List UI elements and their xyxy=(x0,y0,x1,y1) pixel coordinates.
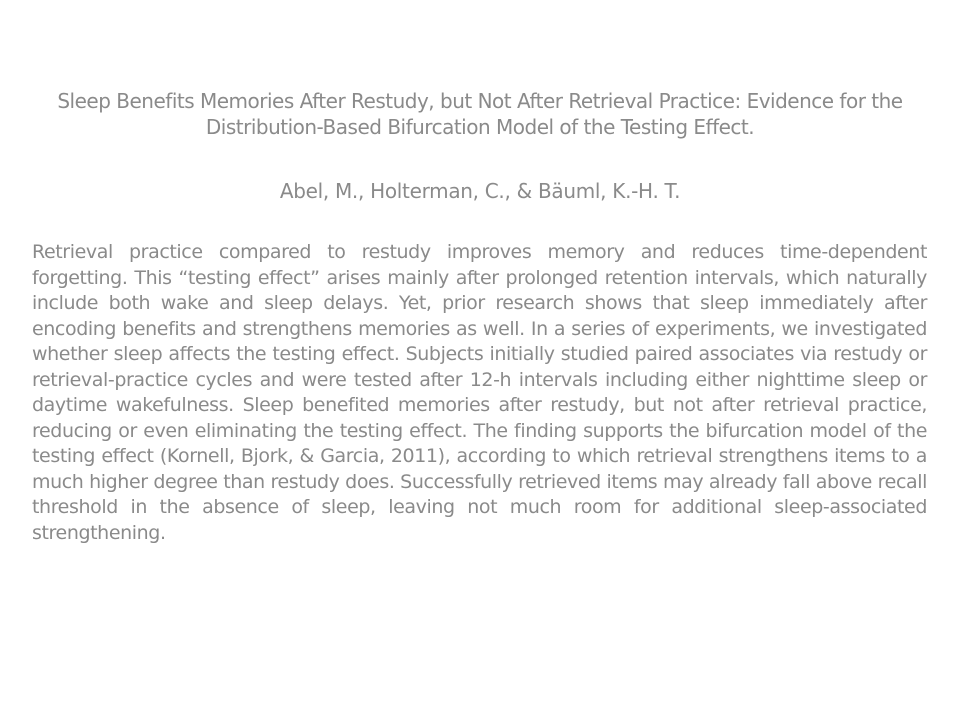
authors: Abel, M., Holterman, C., & Bäuml, K.-H. T. xyxy=(279,179,681,203)
abstract: Retrieval practice compared to restudy improves memory and reduces time-dependent forgetting. This “testing effect” arises mainly after prolonged retention intervals, which naturally include both wake and sleep delays. Yet, prior research shows that sleep immediately after encoding benefits and strengthens memories as well. In a series of experiments, we investigated whether sleep affects the testing effect. Subjects initially studied paired associates via restudy or retrieval-practice cycles and were tested after 12-h intervals including either nighttime sleep or daytime wakefulness. Sleep benefited memories after restudy, but not after retrieval practice, reducing or even eliminating the testing effect. The finding supports the bifurcation model of the testing effect (Kornell, Bjork, & Garcia, 2011), according to which retrieval strengthens items to a much higher degree than restudy does. Successfully retrieved items may already fall above recall threshold in the absence of sleep, leaving not much room for additional sleep-associated strengthening. xyxy=(32,241,927,544)
paper-title: Sleep Benefits Memories After Restudy, but Not After Retrieval Practice: Evidence for the Distribution-Based Bifurcation Model of the Testing Effect. xyxy=(57,89,903,139)
